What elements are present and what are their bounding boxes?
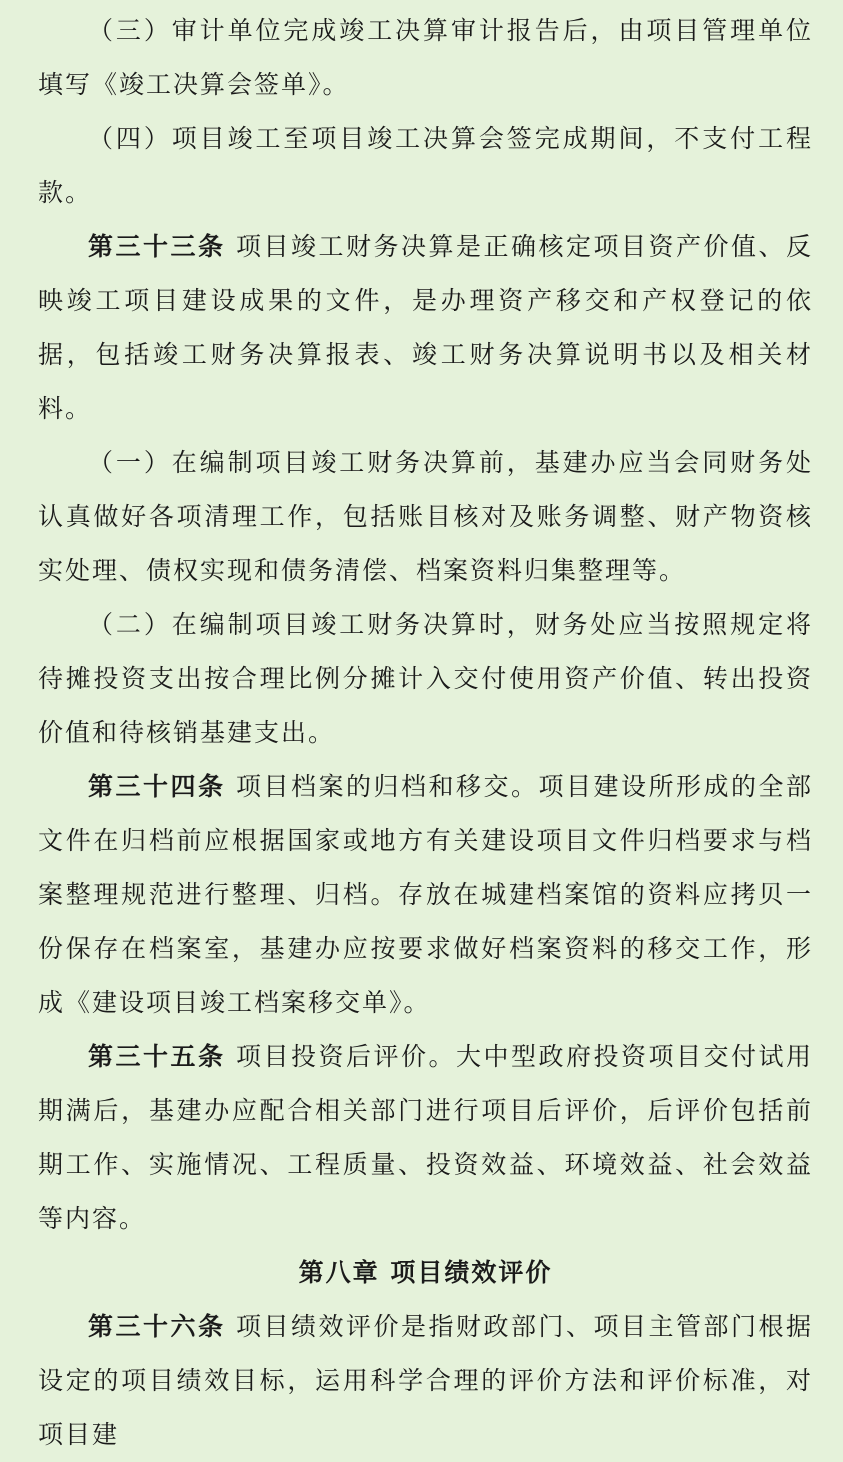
article-36 — [38, 1300, 813, 1462]
article-33-heading: 第三十三条 — [88, 232, 226, 261]
paragraph-before-compiling: （一）在编制项目竣工财务决算前，基建办应当会同财务处认真做好各项清理工作，包括账目核对及账务调整、财产物资核实处理、债权实现和债务清偿、档案资料归集整理等。 — [38, 448, 813, 585]
article-33-body: 项目竣工财务决算是正确核定项目资产价值、反映竣工项目建设成果的文件，是办理资产移交和产权登记的依据，包括竣工财务决算报表、竣工财务决算说明书以及相关材料。 — [38, 232, 813, 423]
article-35 — [38, 1030, 813, 1246]
article-34 — [38, 760, 813, 1030]
article-35-body: 项目投资后评价。大中型政府投资项目交付试用期满后，基建办应配合相关部门进行项目后评价，后评价包括前期工作、实施情况、工程质量、投资效益、环境效益、社会效益等内容。 — [38, 1042, 813, 1233]
chapter-8-title: 第八章 项目绩效评价 — [298, 1258, 553, 1287]
article-36-heading: 第三十六条 — [88, 1312, 226, 1341]
article-36-body: 项目绩效评价是指财政部门、项目主管部门根据设定的项目绩效目标，运用科学合理的评价方法和评价标准，对项目建 — [38, 1312, 813, 1449]
paragraph-during-compiling: （二）在编制项目竣工财务决算时，财务处应当按照规定将待摊投资支出按合理比例分摊计入交付使用资产价值、转出投资价值和待核销基建支出。 — [38, 610, 813, 747]
article-34-body: 项目档案的归档和移交。项目建设所形成的全部文件在归档前应根据国家或地方有关建设项目文件归档要求与档案整理规范进行整理、归档。存放在城建档案馆的资料应拷贝一份保存在档案室，基建办应按要求做好档案资料的移交工作，形成《建设项目竣工档案移交单》。 — [38, 772, 813, 1017]
paragraph-audit-report: （三）审计单位完成竣工决算审计报告后，由项目管理单位填写《竣工决算会签单》。 — [38, 16, 813, 99]
article-35-heading: 第三十五条 — [88, 1042, 226, 1071]
article-33 — [38, 220, 813, 436]
article-34-heading: 第三十四条 — [88, 772, 226, 801]
paragraph-no-payment: （四）项目竣工至项目竣工决算会签完成期间，不支付工程款。 — [38, 124, 813, 207]
